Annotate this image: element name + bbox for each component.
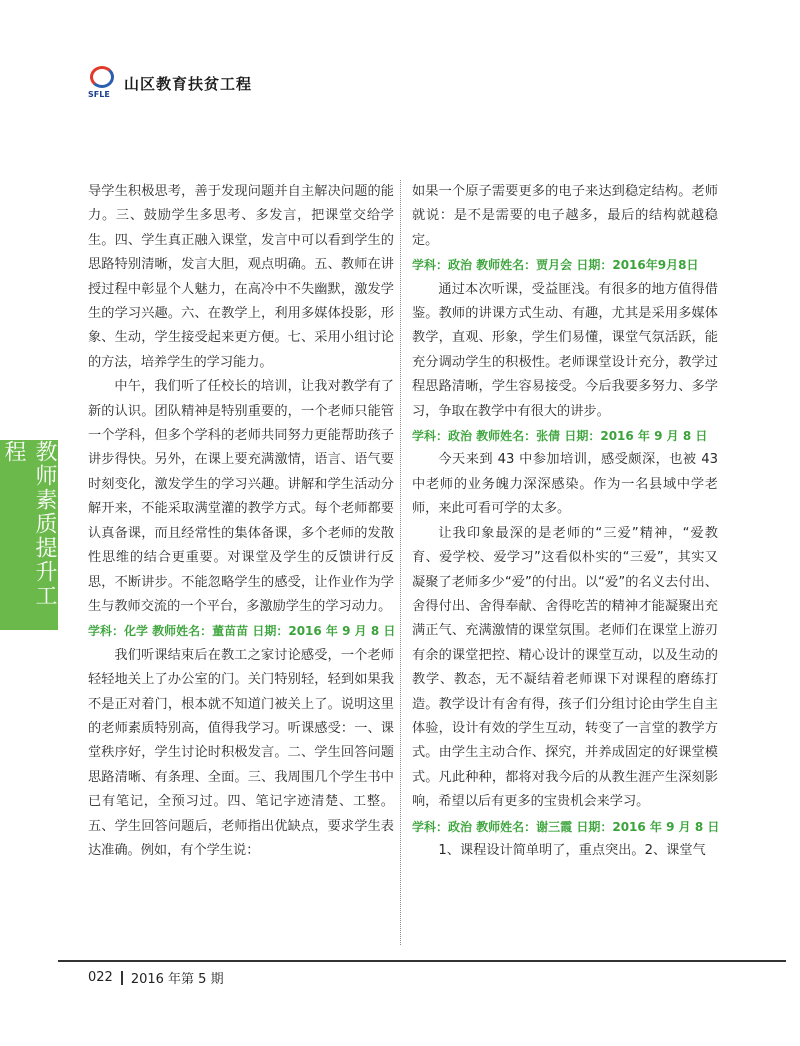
side-section-tab (0, 440, 58, 630)
article-meta: 学科：政治 教师姓名：谢三霞 日期：2016 年 9 月 8 日 (412, 819, 720, 834)
paragraph: 1、课程设计简单明了，重点突出。2、课堂气 (438, 842, 706, 858)
page-header (88, 66, 252, 100)
article-meta: 学科：政治 教师姓名：张倩 日期：2016 年 9 月 8 日 (412, 429, 708, 444)
paragraph: 让我印象最深的是老师的“三爱”精神，“爱教育、爱学校、爱学习”这看似朴实的“三爱”，其实又凝聚了老师多少“爱”的付出。以“爱”的名义去付出、舍得付出、舍得奉献、舍得吃苦的精神才能凝聚出充满正气、充满激情的课堂氛围。老师们在课堂上游刃有余的课堂把控、精心设计的课堂互动，以及生动的教学、教态，无不凝结着老师课下对课程的磨练打造。教学设计有舍有得，孩子们分组讨论由学生自主体验，设计有效的学生互动，转变了一言堂的教学方式。由学生主动合作、探究，并养成固定的好课堂模式。凡此种种，都将对我今后的从教生涯产生深刻影响，希望以后有更多的宝贵机会来学习。 (412, 525, 718, 810)
page-number: 022 (88, 970, 113, 985)
header-dotted-rule (58, 100, 786, 108)
article-meta: 学科：政治 教师姓名：贾月会 日期：2016年9月8日 (412, 258, 699, 273)
article-meta: 学科：化学 教师姓名：董苗苗 日期：2016 年 9 月 8 日 (88, 624, 396, 639)
paragraph: 中午，我们听了任校长的培训，让我对教学有了新的认识。团队精神是特别重要的，一个老师只能管一个学科，但多个学科的老师共同努力更能帮助孩子讲步得快。另外，在课上要充满激情，语言、语气要时刻变化，激发学生的学习兴趣。讲解和学生活动分解开来，不能采取满堂灌的教学方式。每个老师都要认真备课，而且经常性的集体备课，多个老师的发散性思维的结合更重要。对课堂及学生的反馈讲行反思，不断讲步。不能忽略学生的感受，让作业作为学生与教师交流的一个平台，多激励学生的学习动力。 (88, 379, 394, 614)
paragraph: 今天来到 43 中参加培训，感受颇深，也被 43 中老师的业务魄力深深感染。作为一名县域中学老师，来此可看可学的太多。 (412, 452, 718, 517)
paragraph: 如果一个原子需要更多的电子来达到稳定结构。老师就说：是不是需要的电子越多，最后的结构就越稳定。 (412, 184, 718, 248)
side-tab-label: 教师素质提升工程 (1, 440, 57, 608)
footer-rule (58, 960, 786, 962)
header-title: 山区教育扶贫工程 (124, 74, 253, 93)
paragraph: 导学生积极思考，善于发现问题并自主解决问题的能力。三、鼓励学生多思考、多发言，把课堂交给学生。四、学生真正融入课堂，发言中可以看到学生的思路特别清晰，发言大胆，观点明确。五、教师在讲授过程中彰显个人魅力，在高冷中不失幽默，激发学生的学习兴趣。六、在教学上，利用多媒体投影，形象、生动，学生接受起来更方便。七、采用小组讨论的方法，培养学生的学习能力。 (88, 184, 394, 370)
paragraph: 我们听课结束后在教工之家讨论感受，一个老师轻轻地关上了办公室的门。关门特别轻，轻到如果我不是正对着门，根本就不知道门被关上了。说明这里的老师素质特别高，值得我学习。听课感受：一、课堂秩序好，学生讨论时积极发言。二、学生回答问题思路清晰、有条理、全面。三、我周围几个学生书中已有笔记，全预习过。四、笔记字迹清楚、工整。五、学生回答问题后，老师指出优缺点，要求学生表达准确。例如，有个学生说： (88, 647, 394, 858)
paragraph: 通过本次听课，受益匪浅。有很多的地方值得借鉴。教师的讲课方式生动、有趣，尤其是采用多媒体教学，直观、形象，学生们易懂，课堂气氛活跃，能充分调动学生的积极性。老师课堂设计充分，教学过程思路清晰，学生容易接受。今后我要多努力、多学习，争取在教学中有很大的讲步。 (412, 281, 718, 419)
page-footer (88, 968, 224, 987)
footer-separator (121, 971, 123, 985)
issue-label: 2016 年第 5 期 (130, 972, 224, 987)
column-divider (400, 180, 401, 945)
right-column (412, 180, 718, 863)
sfle-logo-icon: SFLE (88, 66, 118, 100)
left-column (88, 180, 394, 863)
